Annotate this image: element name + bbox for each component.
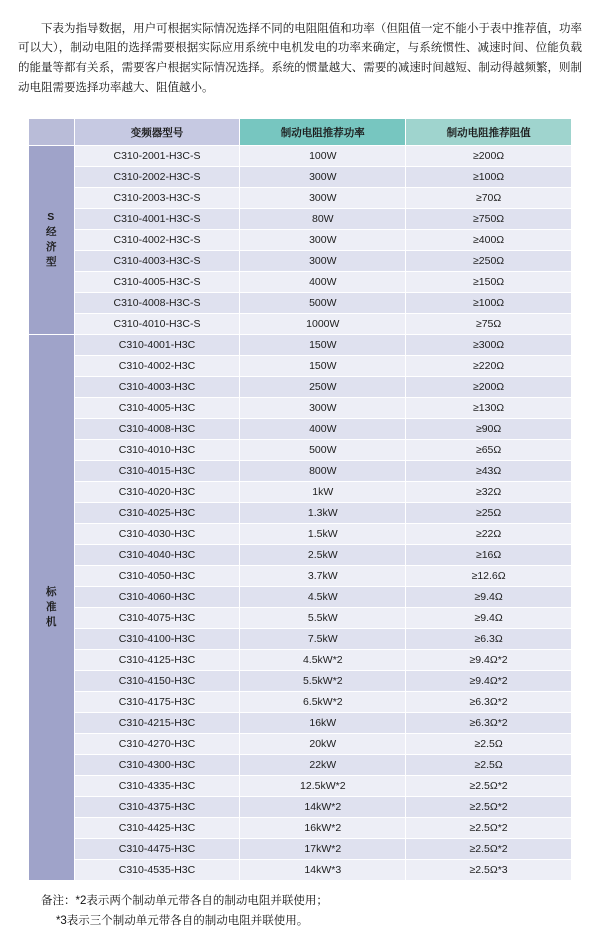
cell-resistance: ≥9.4Ω	[406, 587, 572, 608]
table-row	[29, 713, 572, 734]
column-header-resistance: 制动电阻推荐阻值	[406, 119, 572, 146]
brake-resistor-spec-table	[28, 118, 572, 881]
cell-resistance: ≥9.4Ω*2	[406, 671, 572, 692]
cell-power: 300W	[240, 398, 406, 419]
cell-model: C310-4025-H3C	[74, 503, 240, 524]
cell-model: C310-4003-H3C-S	[74, 251, 240, 272]
cell-resistance: ≥2.5Ω*2	[406, 818, 572, 839]
cell-power: 500W	[240, 293, 406, 314]
cell-power: 400W	[240, 419, 406, 440]
table-row	[29, 398, 572, 419]
table-row	[29, 755, 572, 776]
cell-resistance: ≥130Ω	[406, 398, 572, 419]
cell-power: 300W	[240, 230, 406, 251]
cell-power: 3.7kW	[240, 566, 406, 587]
cell-model: C310-4335-H3C	[74, 776, 240, 797]
cell-resistance: ≥400Ω	[406, 230, 572, 251]
table-row	[29, 671, 572, 692]
table-row	[29, 314, 572, 335]
cell-resistance: ≥43Ω	[406, 461, 572, 482]
cell-resistance: ≥12.6Ω	[406, 566, 572, 587]
cell-resistance: ≥25Ω	[406, 503, 572, 524]
cell-model: C310-4030-H3C	[74, 524, 240, 545]
column-header-model: 变频器型号	[74, 119, 240, 146]
cell-model: C310-4005-H3C	[74, 398, 240, 419]
table-header-row	[29, 119, 572, 146]
table-row	[29, 692, 572, 713]
cell-power: 5.5kW*2	[240, 671, 406, 692]
cell-resistance: ≥2.5Ω	[406, 755, 572, 776]
cell-power: 400W	[240, 272, 406, 293]
note-line-2: *3表示三个制动单元带各自的制动电阻并联使用。	[18, 911, 582, 931]
table-row	[29, 293, 572, 314]
cell-model: C310-4425-H3C	[74, 818, 240, 839]
cell-resistance: ≥2.5Ω*2	[406, 839, 572, 860]
cell-power: 80W	[240, 209, 406, 230]
cell-model: C310-4010-H3C	[74, 440, 240, 461]
cell-model: C310-4040-H3C	[74, 545, 240, 566]
cell-power: 150W	[240, 356, 406, 377]
cell-resistance: ≥75Ω	[406, 314, 572, 335]
cell-model: C310-4008-H3C	[74, 419, 240, 440]
cell-power: 2.5kW	[240, 545, 406, 566]
cell-power: 22kW	[240, 755, 406, 776]
cell-power: 1.5kW	[240, 524, 406, 545]
cell-power: 1000W	[240, 314, 406, 335]
table-row	[29, 419, 572, 440]
table-row	[29, 566, 572, 587]
table-row	[29, 356, 572, 377]
cell-power: 17kW*2	[240, 839, 406, 860]
cell-resistance: ≥6.3Ω	[406, 629, 572, 650]
cell-model: C310-4175-H3C	[74, 692, 240, 713]
table-row	[29, 482, 572, 503]
cell-resistance: ≥9.4Ω*2	[406, 650, 572, 671]
cell-model: C310-4375-H3C	[74, 797, 240, 818]
cell-model: C310-4535-H3C	[74, 860, 240, 881]
cell-power: 100W	[240, 146, 406, 167]
table-row	[29, 818, 572, 839]
row-group-category-0	[29, 146, 75, 335]
cell-resistance: ≥2.5Ω	[406, 734, 572, 755]
cell-power: 12.5kW*2	[240, 776, 406, 797]
cell-power: 5.5kW	[240, 608, 406, 629]
table-row	[29, 839, 572, 860]
note-line-1: 备注：*2表示两个制动单元带各自的制动电阻并联使用；	[18, 891, 582, 911]
cell-resistance: ≥2.5Ω*2	[406, 797, 572, 818]
table-row	[29, 251, 572, 272]
cell-model: C310-4060-H3C	[74, 587, 240, 608]
table-row	[29, 272, 572, 293]
cell-resistance: ≥750Ω	[406, 209, 572, 230]
cell-model: C310-4050-H3C	[74, 566, 240, 587]
cell-resistance: ≥32Ω	[406, 482, 572, 503]
table-row	[29, 335, 572, 356]
cell-model: C310-2002-H3C-S	[74, 167, 240, 188]
cell-power: 250W	[240, 377, 406, 398]
cell-model: C310-4001-H3C	[74, 335, 240, 356]
table-row	[29, 503, 572, 524]
cell-power: 500W	[240, 440, 406, 461]
table-row	[29, 377, 572, 398]
cell-model: C310-2001-H3C-S	[74, 146, 240, 167]
cell-model: C310-4475-H3C	[74, 839, 240, 860]
cell-resistance: ≥70Ω	[406, 188, 572, 209]
table-row	[29, 608, 572, 629]
table-row	[29, 440, 572, 461]
cell-resistance: ≥250Ω	[406, 251, 572, 272]
cell-model: C310-4150-H3C	[74, 671, 240, 692]
table-row	[29, 734, 572, 755]
cell-power: 4.5kW*2	[240, 650, 406, 671]
cell-resistance: ≥6.3Ω*2	[406, 692, 572, 713]
cell-resistance: ≥9.4Ω	[406, 608, 572, 629]
cell-resistance: ≥100Ω	[406, 167, 572, 188]
cell-model: C310-4270-H3C	[74, 734, 240, 755]
table-row	[29, 146, 572, 167]
table-row	[29, 629, 572, 650]
cell-power: 16kW	[240, 713, 406, 734]
cell-resistance: ≥16Ω	[406, 545, 572, 566]
cell-resistance: ≥6.3Ω*2	[406, 713, 572, 734]
cell-resistance: ≥300Ω	[406, 335, 572, 356]
cell-power: 300W	[240, 188, 406, 209]
table-row	[29, 776, 572, 797]
cell-model: C310-4003-H3C	[74, 377, 240, 398]
cell-power: 1.3kW	[240, 503, 406, 524]
cell-model: C310-4002-H3C	[74, 356, 240, 377]
table-row	[29, 650, 572, 671]
cell-resistance: ≥200Ω	[406, 146, 572, 167]
cell-power: 16kW*2	[240, 818, 406, 839]
cell-power: 300W	[240, 167, 406, 188]
cell-model: C310-4125-H3C	[74, 650, 240, 671]
cell-model: C310-4005-H3C-S	[74, 272, 240, 293]
cell-model: C310-4215-H3C	[74, 713, 240, 734]
cell-model: C310-4300-H3C	[74, 755, 240, 776]
cell-resistance: ≥220Ω	[406, 356, 572, 377]
cell-power: 1kW	[240, 482, 406, 503]
table-row	[29, 209, 572, 230]
cell-power: 7.5kW	[240, 629, 406, 650]
table-row	[29, 167, 572, 188]
cell-resistance: ≥2.5Ω*3	[406, 860, 572, 881]
column-header-power: 制动电阻推荐功率	[240, 119, 406, 146]
cell-model: C310-4010-H3C-S	[74, 314, 240, 335]
spec-table-wrapper	[0, 114, 600, 881]
row-group-category-1	[29, 335, 75, 881]
table-row	[29, 188, 572, 209]
cell-resistance: ≥22Ω	[406, 524, 572, 545]
cell-power: 800W	[240, 461, 406, 482]
table-row	[29, 230, 572, 251]
cell-resistance: ≥200Ω	[406, 377, 572, 398]
column-header-category	[29, 119, 75, 146]
cell-model: C310-2003-H3C-S	[74, 188, 240, 209]
cell-model: C310-4002-H3C-S	[74, 230, 240, 251]
cell-resistance: ≥90Ω	[406, 419, 572, 440]
cell-resistance: ≥150Ω	[406, 272, 572, 293]
table-row	[29, 860, 572, 881]
cell-model: C310-4075-H3C	[74, 608, 240, 629]
cell-power: 6.5kW*2	[240, 692, 406, 713]
table-body	[29, 146, 572, 881]
table-row	[29, 587, 572, 608]
document-page	[0, 12, 600, 945]
row-group-category-label: S经济型	[46, 210, 57, 271]
cell-resistance: ≥2.5Ω*2	[406, 776, 572, 797]
cell-power: 20kW	[240, 734, 406, 755]
table-row	[29, 461, 572, 482]
cell-model: C310-4020-H3C	[74, 482, 240, 503]
cell-model: C310-4100-H3C	[74, 629, 240, 650]
notes-block	[0, 881, 600, 945]
cell-power: 14kW*2	[240, 797, 406, 818]
cell-power: 150W	[240, 335, 406, 356]
cell-resistance: ≥100Ω	[406, 293, 572, 314]
cell-power: 300W	[240, 251, 406, 272]
cell-resistance: ≥65Ω	[406, 440, 572, 461]
cell-power: 14kW*3	[240, 860, 406, 881]
table-row	[29, 524, 572, 545]
cell-power: 4.5kW	[240, 587, 406, 608]
table-row	[29, 545, 572, 566]
cell-model: C310-4001-H3C-S	[74, 209, 240, 230]
table-row	[29, 797, 572, 818]
intro-paragraph: 下表为指导数据，用户可根据实际情况选择不同的电阻阻值和功率（但阻值一定不能小于表中推荐值，功率可以大），制动电阻的选择需要根据实际应用系统中电机发电的功率来确定，与系统惯性、减速时间、位能负载的能量等都有关系，需要客户根据实际情况选择。系统的惯量越大、需要的减速时间越短、制动得越频繁，则制动电阻需要选择功率越大、阻值越小。	[0, 12, 600, 103]
table-header	[29, 119, 572, 146]
row-group-category-label: 标准机	[46, 585, 57, 631]
cell-model: C310-4008-H3C-S	[74, 293, 240, 314]
cell-model: C310-4015-H3C	[74, 461, 240, 482]
